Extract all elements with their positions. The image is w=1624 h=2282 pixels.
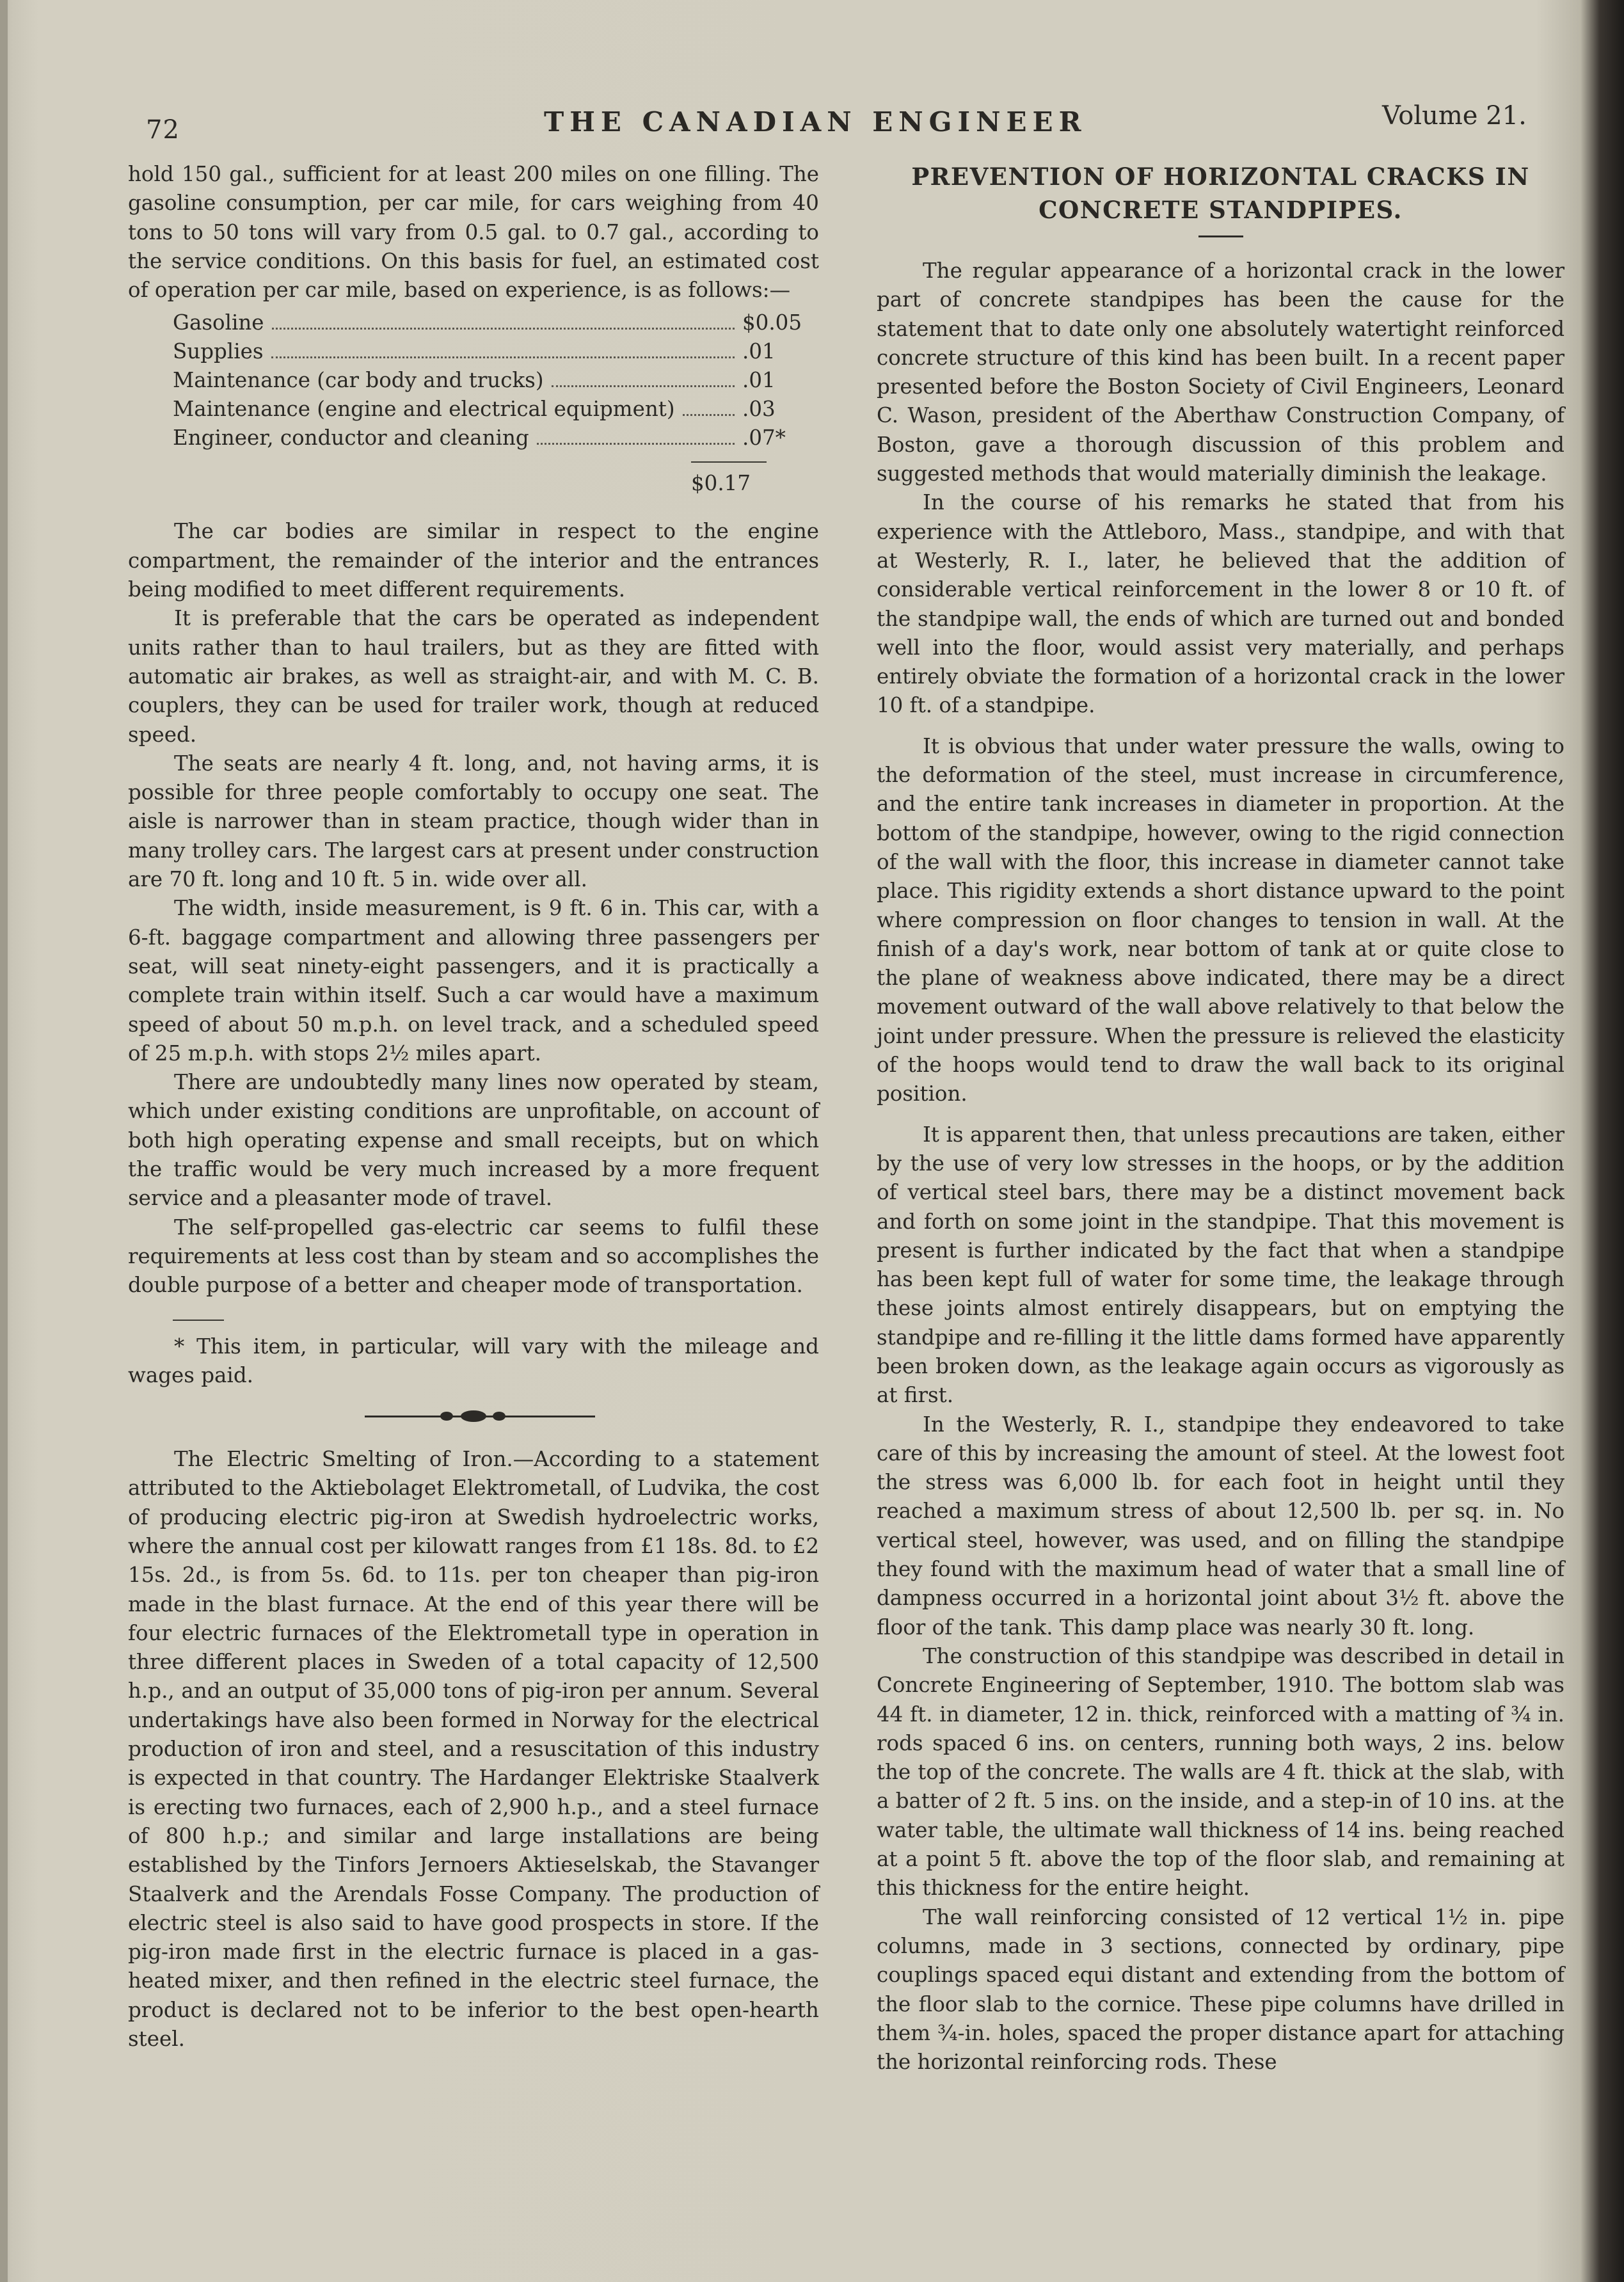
- intro-paragraph: hold 150 gal., sufficient for at least 200 miles on one filling. The gasoline consumption, per car mile, for cars weighing from 40 tons to 50 tons will vary from 0.5 gal. to 0.7 gal., according to the service conditions. On this basis for fuel, an estimated cost of operation per car mile, based on experience, is as follows:—: [128, 162, 819, 303]
- total-rule: [691, 461, 767, 463]
- cost-label: Gasoline: [173, 310, 264, 335]
- body-paragraph: There are undoubtedly many lines now operated by steam, which under existing conditions are unprofitable, on account of both high operating expense and small receipts, but on which the traffic would be very much increased by a more frequent service and a pleasanter mode of travel.: [128, 1070, 819, 1211]
- heading-rule: [1198, 235, 1243, 237]
- body-paragraph: It is preferable that the cars be operated as independent units rather than to haul trailers, but as they are fitted with automatic air brakes, as well as straight-air, and with M. C. B. couplers, they can be used for trailer work, though at reduced speed.: [128, 606, 819, 747]
- section-ornament: [365, 1410, 595, 1422]
- page-number: 72: [146, 115, 180, 145]
- leader-dots: [272, 328, 735, 330]
- body-paragraph: In the Westerly, R. I., standpipe they endeavored to take care of this by increasing the amount of steel. At the lowest foot the stress was 6,000 lb. for each foot in height until they reached a maximum stress of about 12,500 lb. per sq. in. No vertical steel, however, was used, and on filling the standpipe they found with the maximum head of water that a small line of dampness occurred in a horizontal joint about 3½ ft. above the floor of the tank. This damp place was nearly 30 ft. long.: [877, 1412, 1564, 1640]
- cost-value: .03: [742, 397, 776, 422]
- cost-value: .01: [742, 339, 776, 364]
- cost-total: $0.17: [691, 471, 751, 496]
- cost-row: [173, 308, 813, 337]
- cost-row: [173, 337, 813, 366]
- cost-row: [173, 395, 813, 424]
- smelting-paragraph: The Electric Smelting of Iron.—According to a statement attributed to the Aktiebolaget Elektrometall, of Ludvika, the cost of producing electric pig-iron at Swedish hydroelectric works, where the annual cost per kilowatt ranges from £1 18s. 8d. to £2 15s. 2d., is from 5s. 6d. to 11s. per ton cheaper than pig-iron made in the blast furnace. At the end of this year there will be four electric furnaces of the Elektrometall type in operation in three different places in Sweden of a total capacity of 12,500 h.p., and an output of 35,000 tons of pig-iron per annum. Several undertakings have also been formed in Norway for the electrical production of iron and steel, and a resuscitation of this industry is expected in that country. The Hardanger Elektriske Staalverk is erecting two furnaces, each of 2,900 h.p., and a steel furnace of 800 h.p.; and similar and large installations are being established by the Tinfors Jernoers Aktieselskab, the Stavanger Staalverk and the Arendals Fosse Company. The production of electric steel is also said to have good prospects in store. If the pig-iron made first in the electric furnace is placed in a gas-heated mixer, and then refined in the electric steel furnace, the product is declared not to be inferior to the best open-hearth steel.: [128, 1447, 819, 2052]
- leader-dots: [271, 356, 735, 358]
- cost-row: [173, 366, 813, 395]
- body-paragraph: It is apparent then, that unless precautions are taken, either by the use of very low stresses in the hoops, or by the addition of vertical steel bars, there may be a distinct movement back and forth on some joint in the standpipe. That this movement is present is further indicated by the fact that when a standpipe has been kept full of water for some time, the leakage through these joints almost entirely disappears, but on emptying the standpipe and re-filling it the little dams formed have apparently been broken down, as the leakage again occurs as vigorously as at first.: [877, 1122, 1564, 1408]
- cost-table: [173, 308, 813, 452]
- body-paragraph: The wall reinforcing consisted of 12 vertical 1½ in. pipe columns, made in 3 sections, connected by ordinary, pipe couplings spaced equi distant and extending from the bottom of the floor slab to the cornice. These pipe columns have drilled in them ¾-in. holes, spaced the proper distance apart for attaching the horizontal reinforcing rods. These: [877, 1904, 1564, 2075]
- cost-value: .07*: [742, 426, 786, 451]
- body-paragraph: The width, inside measurement, is 9 ft. 6 in. This car, with a 6-ft. baggage compartment and allowing three passengers per seat, will seat ninety-eight passengers, and it is practically a complete train within itself. Such a car would have a maximum speed of about 50 m.p.h. on level track, and a scheduled speed of 25 m.p.h. with stops 2½ miles apart.: [128, 896, 819, 1065]
- leader-dots: [537, 443, 735, 445]
- footnote-rule: [173, 1320, 224, 1321]
- footnote: * This item, in particular, will vary with the mileage and wages paid.: [128, 1334, 819, 1387]
- cost-row: [173, 424, 813, 452]
- leader-dots: [552, 385, 735, 387]
- article-heading: [877, 160, 1564, 227]
- body-paragraph: The car bodies are similar in respect to the engine compartment, the remainder of the interior and the entrances being modified to meet different requirements.: [128, 519, 819, 602]
- body-paragraph: It is obvious that under water pressure the walls, owing to the deformation of the steel, must increase in circumference, and the entire tank increases in diameter in proportion. At the bottom of the standpipe, however, owing to the rigid connection of the wall with the floor, this increase in diameter cannot take place. This rigidity extends a short distance upward to the point where compression on floor changes to tension in wall. At the finish of a day's work, near bottom of tank at or quite close to the plane of weakness above indicated, there may be a direct movement outward of the wall above relatively to that below the joint under pressure. When the pressure is relieved the elasticity of the hoops would tend to draw the wall back to its original position.: [877, 733, 1564, 1106]
- ornament-dot: [461, 1410, 486, 1422]
- leader-dots: [683, 414, 735, 416]
- body-paragraph: In the course of his remarks he stated that from his experience with the Attleboro, Mass., standpipe, and with that at Westerly, R. I., later, he believed that the addition of considerable vertical reinforcement in the lower 8 or 10 ft. of the standpipe wall, the ends of which are turned out and bonded well into the floor, would assist very materially, and perhaps entirely obviate the formation of a horizontal crack in the lower 10 ft. of a standpipe.: [877, 490, 1564, 718]
- article-heading-line: CONCRETE STANDPIPES.: [1039, 196, 1403, 224]
- body-paragraph: The construction of this standpipe was described in detail in Concrete Engineering of September, 1910. The bottom slab was 44 ft. in diameter, 12 in. thick, reinforced with a matting of ¾ in. rods spaced 6 ins. on centers, running both ways, 2 ins. below the top of the concrete. The walls are 4 ft. thick at the slab, with a batter of 2 ft. 5 ins. on the inside, and a step-in of 10 ins. at the water table, the ultimate wall thickness of 14 ins. being reached at a point 5 ft. above the top of the floor slab, and remaining at this thickness for the entire height.: [877, 1643, 1564, 1901]
- body-paragraph: The self-propelled gas-electric car seems to fulfil these requirements at less cost than by steam and so accomplishes the double purpose of a better and cheaper mode of transportation.: [128, 1215, 819, 1298]
- article-heading-line: PREVENTION OF HORIZONTAL CRACKS IN: [911, 163, 1530, 191]
- cost-label: Maintenance (engine and electrical equipment): [173, 397, 675, 422]
- body-paragraph: The seats are nearly 4 ft. long, and, not having arms, it is possible for three people comfortably to occupy one seat. The aisle is narrower than in steam practice, though wider than in many trolley cars. The largest cars at present under construction are 70 ft. long and 10 ft. 5 in. wide over all.: [128, 751, 819, 892]
- cost-value: .01: [742, 368, 776, 393]
- running-header: [0, 96, 1624, 147]
- cost-label: Maintenance (car body and trucks): [173, 368, 544, 393]
- ornament-dot: [493, 1412, 506, 1421]
- right-column: [877, 160, 1564, 2077]
- ornament-dot: [440, 1412, 453, 1421]
- left-column: [128, 160, 819, 2054]
- cost-value: $0.05: [742, 310, 802, 335]
- cost-label: Engineer, conductor and cleaning: [173, 426, 529, 451]
- binding-edge: [0, 0, 8, 2282]
- volume-label: Volume 21.: [1382, 101, 1527, 131]
- publication-title: THE CANADIAN ENGINEER: [544, 106, 1087, 138]
- cost-label: Supplies: [173, 339, 264, 364]
- body-paragraph: The regular appearance of a horizontal crack in the lower part of concrete standpipes has been the cause for the statement that to date only one absolutely watertight reinforced concrete structure of this kind has been built. In a recent paper presented before the Boston Society of Civil Engineers, Leonard C. Wason, president of the Aberthaw Construction Company, of Boston, gave a thorough discussion of this problem and suggested methods that would materially diminish the leakage.: [877, 259, 1564, 486]
